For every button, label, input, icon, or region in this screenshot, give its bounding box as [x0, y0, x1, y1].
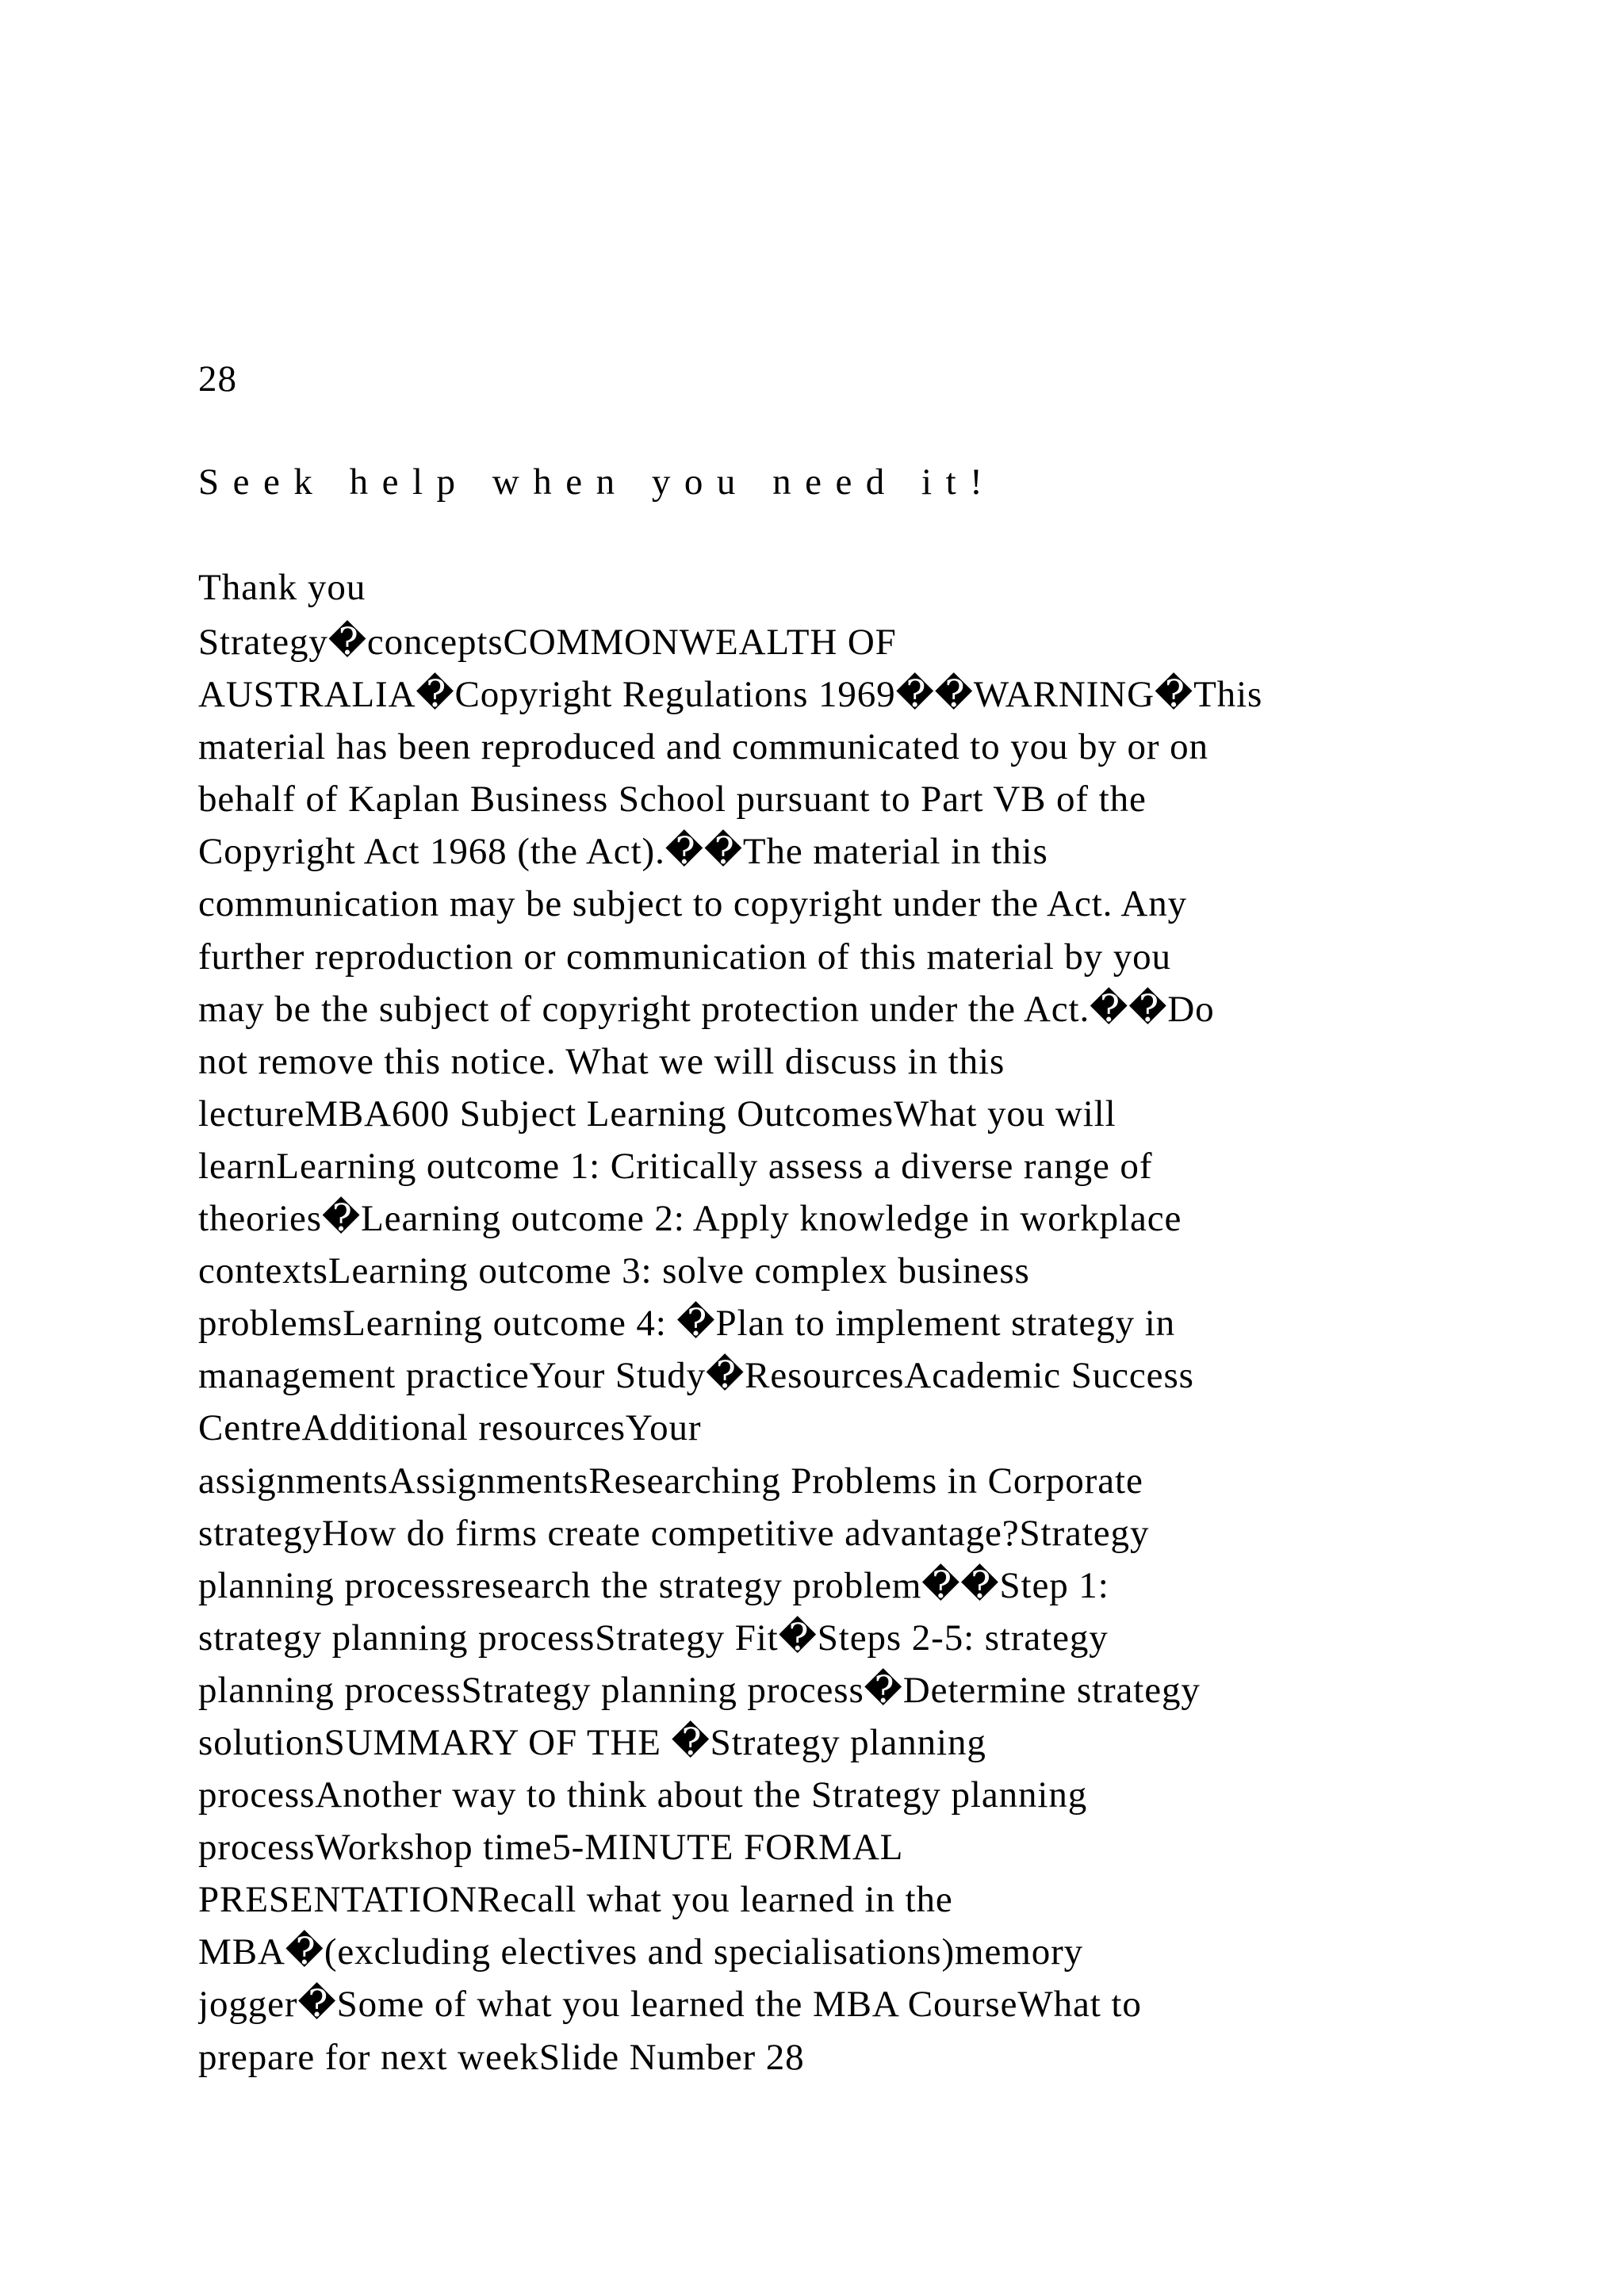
body-line: Copyright Act 1968 (the Act).��The material in this — [198, 831, 1048, 873]
body-line: processWorkshop time5-MINUTE FORMAL — [198, 1827, 904, 1869]
body-line: management practiceYour Study�ResourcesAcademic Success — [198, 1355, 1194, 1397]
body-line: assignmentsAssignmentsResearching Problems in Corporate — [198, 1460, 1143, 1502]
body-line: processAnother way to think about the Strategy planning — [198, 1774, 1088, 1816]
body-line: may be the subject of copyright protection under the Act.��Do — [198, 988, 1215, 1030]
body-line: prepare for next weekSlide Number 28 — [198, 2036, 805, 2078]
page-number: 28 — [198, 358, 237, 400]
body-line: CentreAdditional resourcesYour — [198, 1407, 702, 1449]
page-heading: Seek help when you need it! — [198, 461, 997, 503]
body-line: strategyHow do firms create competitive advantage?Strategy — [198, 1512, 1150, 1554]
body-line: contextsLearning outcome 3: solve complex business — [198, 1250, 1030, 1292]
body-line: problemsLearning outcome 4: �Plan to implement strategy in — [198, 1303, 1176, 1345]
body-line: Strategy�conceptsCOMMONWEALTH OF — [198, 622, 897, 663]
body-line: learnLearning outcome 1: Critically assess a diverse range of — [198, 1145, 1153, 1187]
body-line: PRESENTATIONRecall what you learned in the — [198, 1879, 953, 1921]
body-line: planning processStrategy planning process�Determine strategy — [198, 1669, 1201, 1711]
thank-you-text: Thank you — [198, 567, 366, 608]
body-line: MBA�(excluding electives and specialisations)memory — [198, 1931, 1084, 1973]
body-line: behalf of Kaplan Business School pursuant to Part VB of the — [198, 779, 1147, 821]
body-line: AUSTRALIA�Copyright Regulations 1969��WARNING�This — [198, 674, 1263, 716]
body-line: not remove this notice. What we will discuss in this — [198, 1040, 1005, 1082]
body-line: further reproduction or communication of this material by you — [198, 936, 1171, 978]
body-line: lectureMBA600 Subject Learning OutcomesWhat you will — [198, 1093, 1116, 1135]
body-line: solutionSUMMARY OF THE �Strategy planning — [198, 1721, 986, 1763]
body-text — [198, 616, 1467, 2084]
body-line: communication may be subject to copyright under the Act. Any — [198, 883, 1188, 925]
body-line: jogger�Some of what you learned the MBA CourseWhat to — [198, 1984, 1142, 2026]
body-line: theories�Learning outcome 2: Apply knowledge in workplace — [198, 1198, 1182, 1240]
body-line: planning processresearch the strategy problem��Step 1: — [198, 1564, 1109, 1606]
body-line: strategy planning processStrategy Fit�Steps 2-5: strategy — [198, 1617, 1109, 1659]
body-line: material has been reproduced and communicated to you by or on — [198, 726, 1208, 768]
